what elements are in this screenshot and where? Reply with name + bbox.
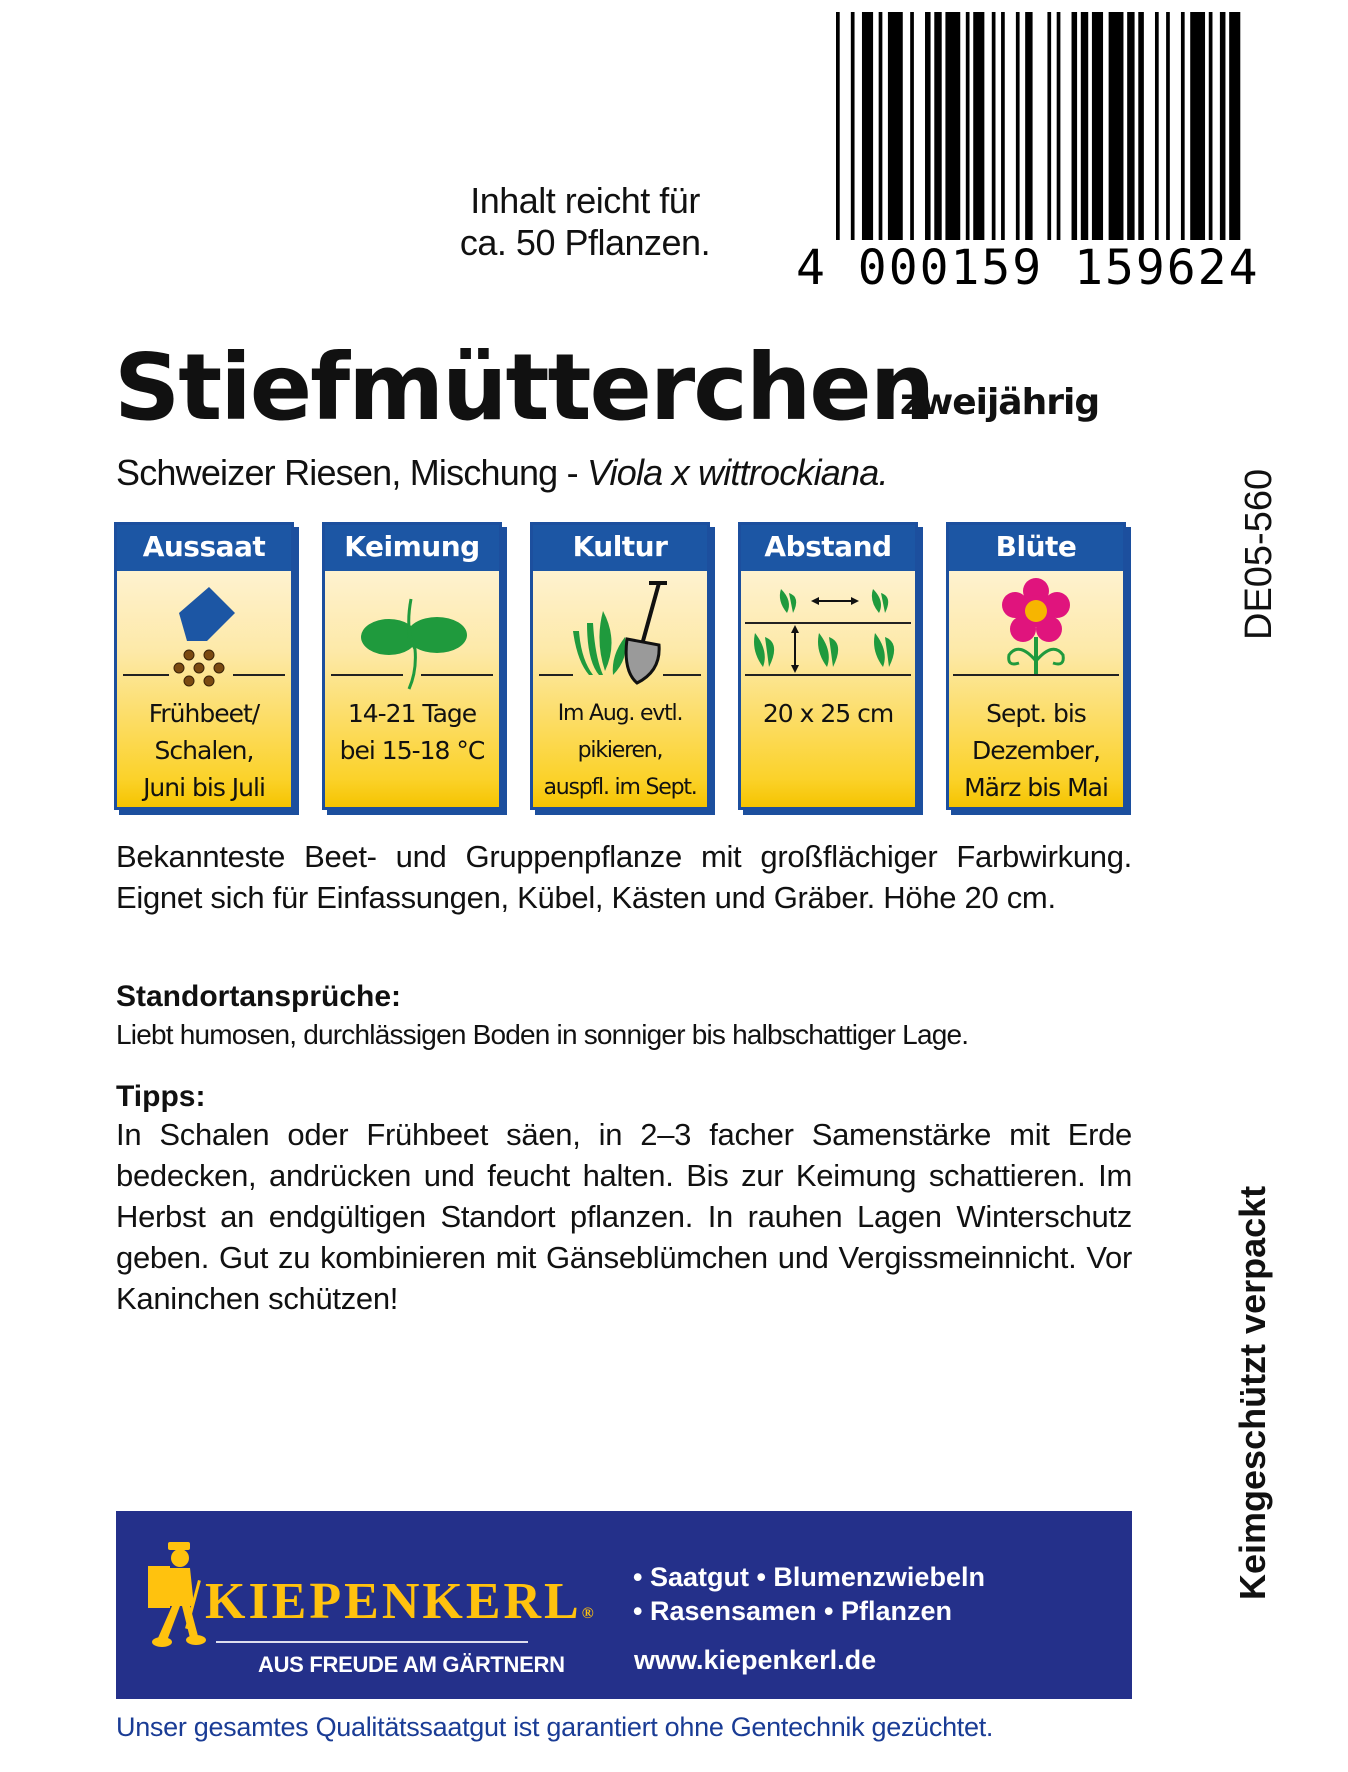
tips-heading: Tipps: [116, 1080, 206, 1113]
barcode-bar [888, 12, 903, 240]
location-text: Liebt humosen, durchlässigen Boden in sonniger bis halbschattiger Lage. [116, 1019, 969, 1050]
barcode-bar [1092, 12, 1103, 240]
barcode-bar [1060, 12, 1071, 240]
barcode-bar [1170, 12, 1181, 240]
barcode-bar [1240, 12, 1244, 240]
panel-kultur [530, 522, 710, 810]
gmo-free-note: Unser gesamtes Qualitätssaatgut ist garantiert ohne Gentechnik gezüchtet. [116, 1712, 994, 1742]
panel-text-line: 20 x 25 cm [762, 699, 894, 728]
barcode-bar [1229, 12, 1240, 240]
barcode-bars [836, 12, 1348, 240]
barcode-bar [903, 12, 910, 240]
barcode-bar [1144, 12, 1155, 240]
spade-plant-icon [533, 571, 707, 691]
spacing-icon [741, 571, 915, 691]
panel-text-line: Frühbeet/ [148, 699, 260, 728]
panel-text-line: bei 15-18 °C [339, 736, 485, 765]
product-categories-line-1: • Saatgut • Blumenzwiebeln [633, 1562, 985, 1592]
panel-text [117, 691, 291, 806]
article-code: DE05-560 [1238, 468, 1280, 640]
botanical-name: Viola x wittrockiana. [587, 452, 888, 493]
panel-text-line: Juni bis Juli [143, 773, 265, 802]
content-amount-note [430, 180, 740, 264]
variety-name: Schweizer Riesen, Mischung - [116, 452, 587, 493]
barcode-bar [914, 12, 925, 240]
panel-text-line: 14-21 Tage [347, 699, 477, 728]
brand-logo [205, 1572, 597, 1631]
panel-bluete [946, 522, 1126, 810]
barcode-bar [945, 12, 960, 240]
brand-tagline: AUS FREUDE AM GÄRTNERN [258, 1652, 565, 1677]
barcode [796, 12, 1260, 296]
product-subtitle: zweijährig [900, 382, 1100, 423]
panel-title: Abstand [741, 525, 915, 571]
barcode-bar [1159, 12, 1166, 240]
tips-text: In Schalen oder Frühbeet säen, in 2–3 facher Samenstärke mit Erde bedecken, andrücken und feucht halten. Bis zur Keimung schattieren. Im Herbst an endgültigen Standort pflanzen. In rauhen Lagen Winterschutz geben. Gut zu kombinieren mit Gänseblümchen und Vergissmeinnicht. Vor Kaninchen schützen! [116, 1117, 1132, 1316]
barcode-bar [984, 12, 991, 240]
brand-name: KIEPENKERL [205, 1573, 582, 1630]
website-link[interactable]: www.kiepenkerl.de [634, 1645, 877, 1675]
panel-text-line: Dezember, [972, 736, 1100, 765]
panel-abstand [738, 522, 918, 810]
panel-text-line: Schalen, [154, 736, 254, 765]
barcode-bar [855, 12, 862, 240]
barcode-bar [1025, 12, 1032, 240]
barcode-bar [1127, 12, 1134, 240]
product-description: Bekannteste Beet- und Gruppenpflanze mit großflächiger Farbwirkung. Eignet sich für Einfassungen, Kübel, Kästen und Gräber. Höhe 20 cm. [116, 839, 1132, 915]
variety-line [116, 452, 888, 494]
panel-text [741, 691, 915, 732]
seedling-icon [325, 571, 499, 691]
product-categories [633, 1560, 985, 1628]
panel-text-line: auspfl. im Sept. [543, 775, 697, 800]
panel-title: Kultur [533, 525, 707, 571]
location-heading: Standortansprüche: [116, 980, 402, 1013]
panel-text-line: März bis Mai [964, 773, 1108, 802]
barcode-bar [973, 12, 984, 240]
panel-aussaat [114, 522, 294, 810]
packaging-note: Keimgeschützt verpackt [1232, 1185, 1273, 1600]
barcode-bar [1190, 12, 1205, 240]
barcode-number: 4 000159 159624 [796, 240, 1260, 296]
barcode-bar [1005, 12, 1016, 240]
product-categories-line-2: • Rasensamen • Pflanzen [633, 1596, 953, 1626]
barcode-bar [1212, 12, 1219, 240]
content-note-line-2: ca. 50 Pflanzen. [459, 222, 711, 263]
barcode-bar [1081, 12, 1088, 240]
kiepenkerl-mascot-icon [148, 1540, 210, 1655]
barcode-bar [840, 12, 851, 240]
panel-text [949, 691, 1123, 806]
panel-text [533, 691, 707, 806]
barcode-bar [934, 12, 941, 240]
barcode-bar [862, 12, 873, 240]
content-note-line-1: Inhalt reicht für [470, 180, 700, 221]
registered-mark: ® [581, 1605, 597, 1622]
flower-icon [949, 571, 1123, 691]
barcode-bar [1033, 12, 1048, 240]
panel-text-line: pikieren, [577, 738, 663, 763]
barcode-bar [1109, 12, 1124, 240]
panel-title: Keimung [325, 525, 499, 571]
panel-title: Aussaat [117, 525, 291, 571]
panel-text-line: Im Aug. evtl. [557, 701, 683, 726]
panel-text-line: Sept. bis [986, 699, 1086, 728]
logo-divider [216, 1641, 528, 1643]
panel-keimung [322, 522, 502, 810]
panel-title: Blüte [949, 525, 1123, 571]
product-title: Stiefmütterchen [114, 334, 934, 441]
seed-packet-icon [117, 571, 291, 691]
panel-text [325, 691, 499, 769]
